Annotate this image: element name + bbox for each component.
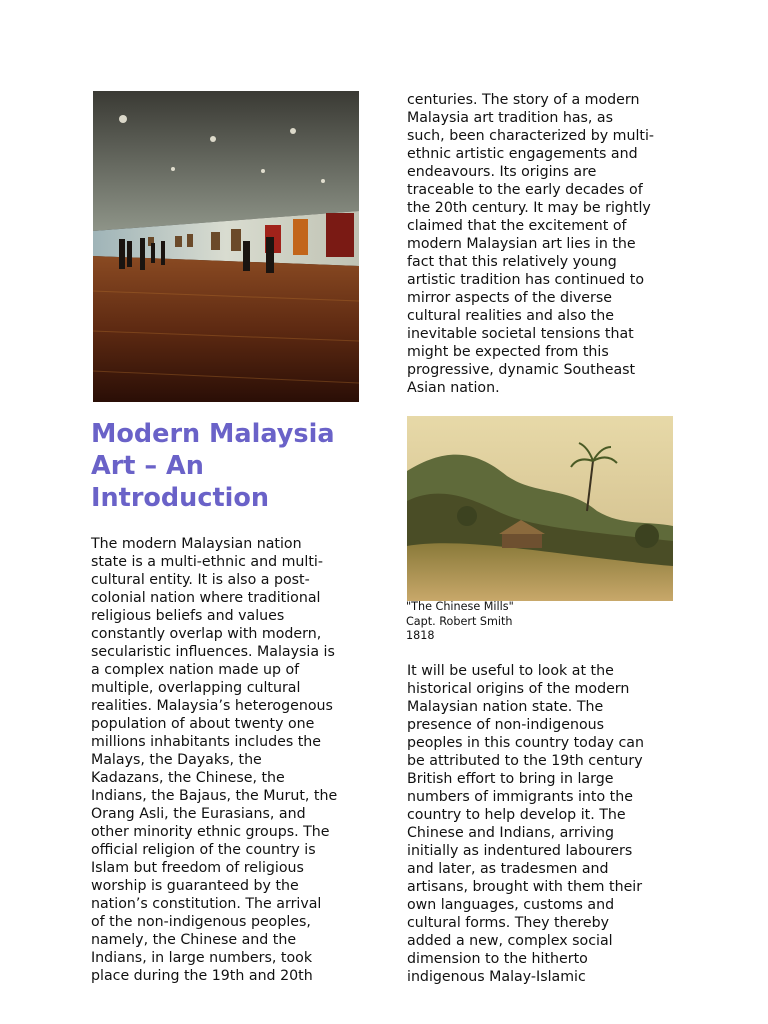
- title-line: Introduction: [91, 483, 270, 513]
- text-line: millions inhabitants includes the: [91, 734, 322, 750]
- painting-caption: [406, 600, 514, 644]
- text-line: endeavours. Its origins are: [407, 164, 597, 180]
- text-line: population of about twenty one: [91, 716, 315, 732]
- text-line: nation’s constitution. The arrival: [91, 896, 322, 912]
- text-line: secularistic influences. Malaysia is: [91, 644, 335, 660]
- caption-line: "The Chinese Mills": [406, 600, 514, 613]
- text-line: own languages, customs and: [407, 897, 615, 913]
- caption-line: 1818: [406, 629, 435, 642]
- text-line: Orang Asli, the Eurasians, and: [91, 806, 306, 822]
- text-line: mirror aspects of the diverse: [407, 290, 612, 306]
- text-line: constantly overlap with modern,: [91, 626, 322, 642]
- text-line: Kadazans, the Chinese, the: [91, 770, 285, 786]
- text-line: cultural realities and also the: [407, 308, 614, 324]
- text-line: Indians, the Bajaus, the Murut, the: [91, 788, 338, 804]
- text-line: namely, the Chinese and the: [91, 932, 297, 948]
- article-right-column-top: [407, 91, 654, 397]
- text-line: indigenous Malay-Islamic: [407, 969, 586, 985]
- text-line: dimension to the hitherto: [407, 951, 588, 967]
- text-line: other minority ethnic groups. The: [91, 824, 330, 840]
- text-line: Malaysia art tradition has, as: [407, 110, 614, 126]
- text-line: colonial nation where traditional: [91, 590, 321, 606]
- text-line: inevitable societal tensions that: [407, 326, 634, 342]
- text-line: numbers of immigrants into the: [407, 789, 633, 805]
- text-line: worship is guaranteed by the: [91, 878, 299, 894]
- gallery-photo: [93, 91, 359, 402]
- text-line: cultural forms. They thereby: [407, 915, 609, 931]
- text-line: presence of non-indigenous: [407, 717, 605, 733]
- article-right-column-bottom: [407, 662, 644, 986]
- text-line: progressive, dynamic Southeast: [407, 362, 636, 378]
- text-line: Malaysian nation state. The: [407, 699, 604, 715]
- text-line: It will be useful to look at the: [407, 663, 614, 679]
- text-line: traceable to the early decades of: [407, 182, 643, 198]
- text-line: artistic tradition has continued to: [407, 272, 644, 288]
- text-line: realities. Malaysia’s heterogenous: [91, 698, 333, 714]
- text-line: and later, as tradesmen and: [407, 861, 609, 877]
- text-line: ethnic artistic engagements and: [407, 146, 638, 162]
- text-line: official religion of the country is: [91, 842, 316, 858]
- text-line: such, been characterized by multi-: [407, 128, 655, 144]
- title-line: Modern Malaysia: [91, 419, 335, 449]
- article-left-column: [91, 535, 337, 985]
- text-line: initially as indentured labourers: [407, 843, 633, 859]
- text-line: place during the 19th and 20th: [91, 968, 313, 984]
- text-line: Malays, the Dayaks, the: [91, 752, 262, 768]
- text-line: religious beliefs and values: [91, 608, 285, 624]
- text-line: be attributed to the 19th century: [407, 753, 643, 769]
- text-line: fact that this relatively young: [407, 254, 617, 270]
- text-line: Indians, in large numbers, took: [91, 950, 313, 966]
- text-line: The modern Malaysian nation: [91, 536, 302, 552]
- text-line: country to help develop it. The: [407, 807, 626, 823]
- caption-line: Capt. Robert Smith: [406, 614, 513, 628]
- text-line: historical origins of the modern: [407, 681, 630, 697]
- text-line: artisans, brought with them their: [407, 879, 643, 895]
- text-line: Chinese and Indians, arriving: [407, 825, 615, 841]
- text-line: state is a multi-ethnic and multi-: [91, 554, 323, 570]
- page-title: [91, 418, 371, 514]
- text-line: cultural entity. It is also a post-: [91, 572, 310, 588]
- text-line: might be expected from this: [407, 344, 609, 360]
- text-line: of the non-indigenous peoples,: [91, 914, 311, 930]
- text-line: claimed that the excitement of: [407, 218, 627, 234]
- text-line: modern Malaysian art lies in the: [407, 236, 636, 252]
- text-line: a complex nation made up of: [91, 662, 300, 678]
- painting-image: [407, 416, 673, 601]
- text-line: multiple, overlapping cultural: [91, 680, 301, 696]
- text-line: centuries. The story of a modern: [407, 92, 640, 108]
- text-line: the 20th century. It may be rightly: [407, 200, 651, 216]
- text-line: Islam but freedom of religious: [91, 860, 304, 876]
- text-line: British effort to bring in large: [407, 771, 614, 787]
- text-line: peoples in this country today can: [407, 735, 644, 751]
- title-line: Art – An: [91, 451, 204, 481]
- text-line: added a new, complex social: [407, 933, 613, 949]
- text-line: Asian nation.: [407, 380, 500, 396]
